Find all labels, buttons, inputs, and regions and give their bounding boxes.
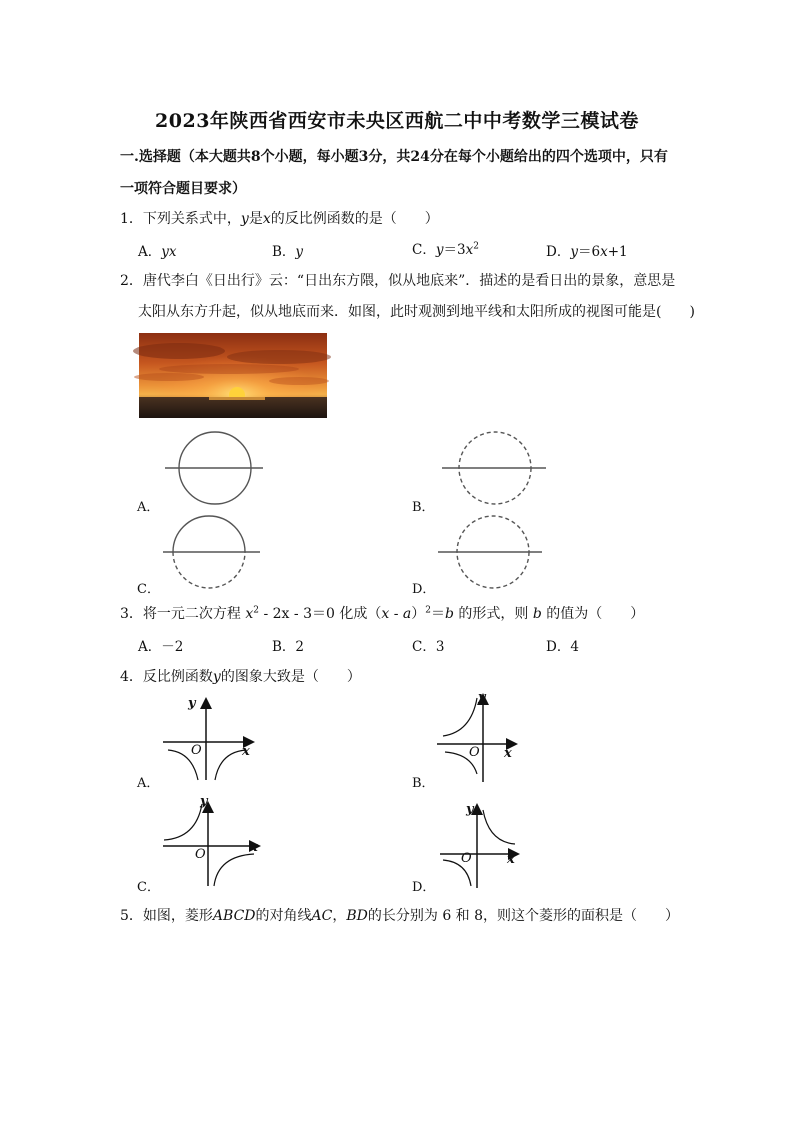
q4c-axis-x: x bbox=[250, 840, 258, 855]
option-math: y bbox=[435, 242, 444, 258]
q4b-axis-y: y bbox=[478, 690, 486, 705]
option-math: x bbox=[600, 244, 608, 260]
question-2-line2: 太阳从东方升起，似从地底而来．如图，此时观测到地平线和太阳所成的视图可能是( ) bbox=[138, 304, 695, 320]
question-text: ， bbox=[332, 908, 347, 924]
option-math: +1 bbox=[607, 244, 628, 260]
q4-option-a-graph[interactable] bbox=[160, 694, 260, 784]
section-heading-line2: 一项符合题目要求） bbox=[120, 181, 246, 197]
option-sup: 2 bbox=[473, 241, 479, 252]
q2-option-d-figure[interactable] bbox=[436, 512, 546, 592]
question-5 bbox=[120, 905, 679, 925]
q4d-axis-y: y bbox=[466, 802, 474, 817]
option-value: 4 bbox=[570, 639, 579, 655]
question-text: 的形式，则 bbox=[453, 606, 533, 622]
question-number: 1． bbox=[120, 211, 143, 227]
math-sup: 2 bbox=[425, 605, 431, 616]
option-label: D． bbox=[546, 244, 571, 260]
question-number: 3． bbox=[120, 606, 143, 622]
q2-option-b-figure[interactable] bbox=[440, 430, 550, 510]
q4-option-a-label: A． bbox=[137, 776, 160, 791]
math-var: BD bbox=[346, 908, 368, 924]
q4-option-d-graph[interactable] bbox=[437, 800, 537, 890]
question-text: 的图象大致是（ ） bbox=[220, 669, 361, 685]
option-math: ＝3 bbox=[443, 242, 466, 258]
q2-option-d-label: D． bbox=[412, 582, 436, 597]
question-text: 将一元二次方程 bbox=[142, 606, 246, 622]
q4-option-c-label: C． bbox=[137, 880, 160, 895]
question-text: 的反比例函数的是（ ） bbox=[270, 211, 439, 227]
question-number: 4． bbox=[120, 669, 143, 685]
option-math: y bbox=[570, 244, 578, 260]
math-var: b bbox=[445, 606, 454, 622]
math-text: ＝ bbox=[431, 606, 445, 622]
option-label: A． bbox=[138, 244, 162, 260]
math-sup: 2 bbox=[253, 605, 260, 616]
q4-option-b-graph[interactable] bbox=[437, 690, 537, 785]
q4b-origin: O bbox=[469, 745, 480, 760]
q4a-origin: O bbox=[191, 743, 202, 758]
option-label: D． bbox=[546, 639, 571, 655]
math-var: b bbox=[532, 606, 542, 622]
q4-option-c-graph[interactable] bbox=[160, 798, 260, 888]
q4c-axis-y: y bbox=[200, 794, 208, 809]
question-text: 的长分别为 6 和 8，则这个菱形的面积是（ ） bbox=[367, 908, 680, 924]
q4d-axis-x: x bbox=[507, 852, 515, 867]
math-var: AC bbox=[311, 908, 333, 924]
math-var: ABCD bbox=[212, 908, 256, 924]
q4a-axis-x: x bbox=[242, 744, 250, 759]
sunset-image bbox=[139, 333, 327, 418]
math-var: a bbox=[402, 606, 412, 622]
option-math: yx bbox=[161, 244, 177, 260]
option-math: ＝6 bbox=[577, 244, 601, 260]
q3-option-c[interactable] bbox=[412, 635, 444, 655]
option-value: 2 bbox=[295, 639, 305, 655]
q4c-origin: O bbox=[195, 847, 206, 862]
q1-option-b[interactable] bbox=[272, 240, 303, 260]
math-var: x bbox=[245, 606, 254, 622]
option-math: x bbox=[465, 242, 474, 258]
math-text: - 2x - 3＝0 化成（ bbox=[259, 606, 382, 622]
question-number: 2． bbox=[120, 273, 143, 289]
option-value: －2 bbox=[161, 639, 184, 655]
option-label: C． bbox=[412, 242, 436, 258]
option-label: B． bbox=[272, 244, 296, 260]
q4-option-b-label: B． bbox=[412, 776, 435, 791]
q2-option-a-label: A． bbox=[137, 500, 160, 515]
question-1 bbox=[120, 208, 439, 228]
option-label: A． bbox=[138, 639, 162, 655]
math-var: x bbox=[381, 606, 390, 622]
q3-option-d[interactable] bbox=[546, 635, 579, 655]
option-label: C． bbox=[412, 639, 436, 655]
question-text: 的对角线 bbox=[255, 908, 312, 924]
question-3 bbox=[120, 603, 644, 623]
question-4 bbox=[120, 666, 361, 686]
q2-option-c-label: C． bbox=[137, 582, 160, 597]
question-2-line1 bbox=[120, 270, 675, 290]
q1-option-a[interactable] bbox=[138, 240, 177, 260]
q4a-axis-y: y bbox=[188, 696, 196, 711]
math-text: - bbox=[389, 606, 403, 622]
q3-option-a[interactable] bbox=[138, 635, 183, 655]
option-label: B． bbox=[272, 639, 296, 655]
math-var: x bbox=[262, 211, 271, 227]
page-title: 2023年陕西省西安市未央区西航二中中考数学三模试卷 bbox=[155, 110, 639, 132]
section-heading-line1: 一.选择题（本大题共8个小题，每小题3分，共24分在每个小题给出的四个选项中，只有 bbox=[120, 149, 668, 165]
q4-option-d-label: D． bbox=[412, 880, 436, 895]
q4d-origin: O bbox=[461, 851, 472, 866]
question-text: 如图，菱形 bbox=[142, 908, 213, 924]
q1-option-d[interactable] bbox=[546, 240, 628, 260]
math-var: y bbox=[212, 669, 221, 685]
q2-option-c-figure[interactable] bbox=[160, 512, 270, 592]
math-text: ） bbox=[411, 606, 426, 622]
math-var: y bbox=[240, 211, 249, 227]
q1-option-c[interactable] bbox=[412, 238, 479, 258]
question-text: 唐代李白《日出行》云：“日出东方隈，似从地底来”．描述的是看日出的景象，意思是 bbox=[142, 273, 676, 289]
q4b-axis-x: x bbox=[504, 746, 512, 761]
question-number: 5． bbox=[120, 908, 143, 924]
q2-option-b-label: B． bbox=[412, 500, 435, 515]
option-math: y bbox=[295, 244, 304, 260]
question-text: 下列关系式中， bbox=[142, 211, 241, 227]
question-text: 反比例函数 bbox=[142, 669, 213, 685]
q2-option-a-figure[interactable] bbox=[160, 430, 270, 510]
q3-option-b[interactable] bbox=[272, 635, 304, 655]
option-value: 3 bbox=[435, 639, 445, 655]
question-text: 是 bbox=[248, 211, 263, 227]
question-text: 的值为（ ） bbox=[541, 606, 645, 622]
